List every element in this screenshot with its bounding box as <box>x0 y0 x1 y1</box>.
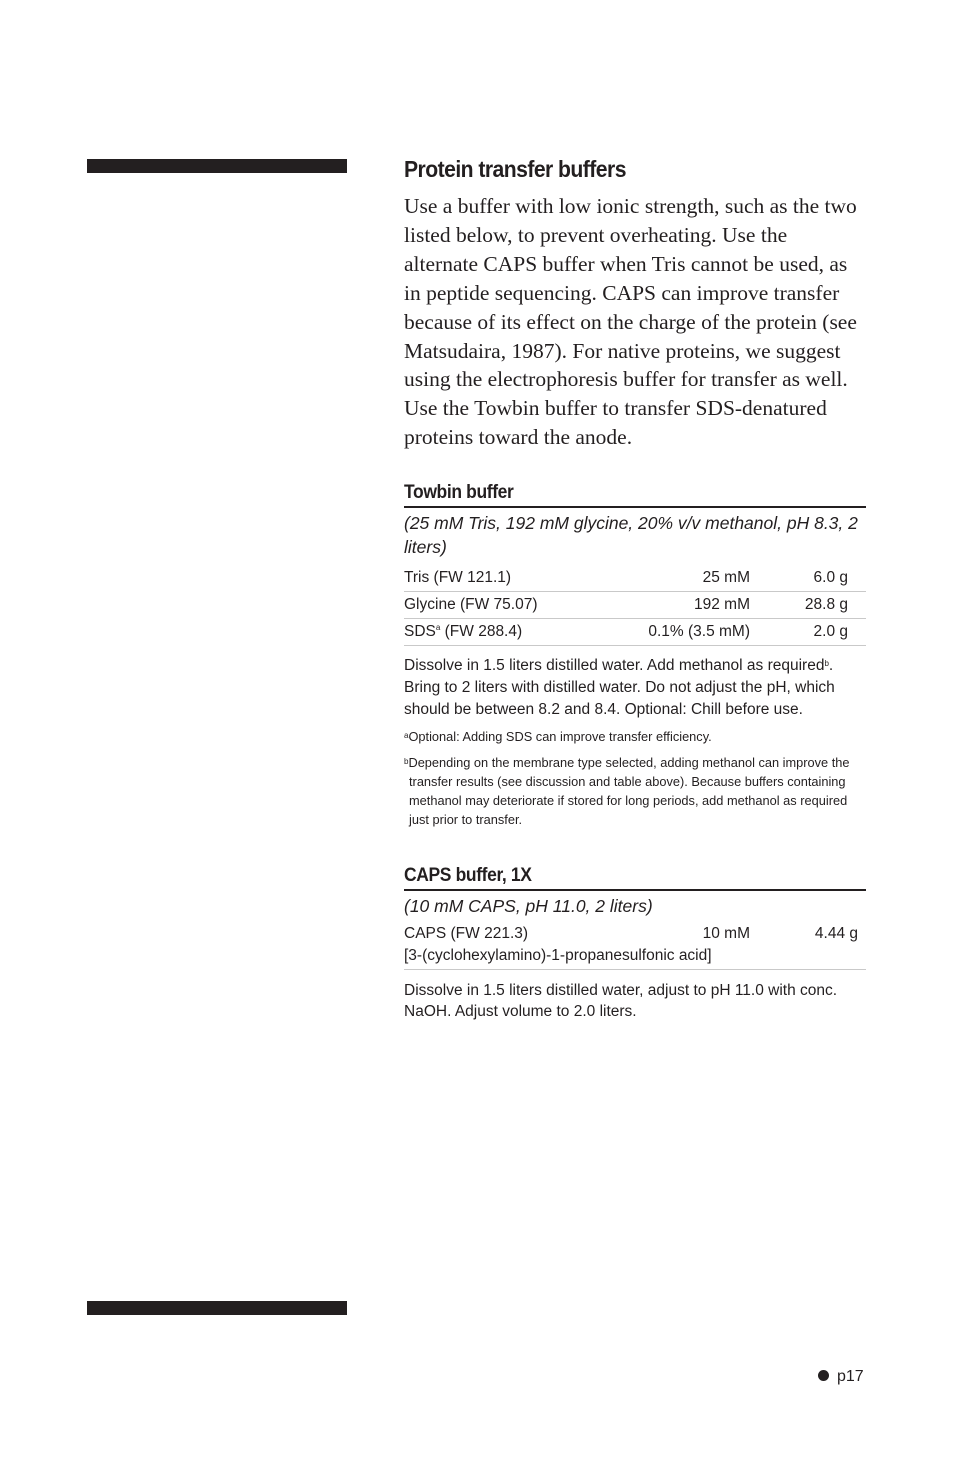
page-title: Protein transfer buffers <box>404 156 626 182</box>
reagent-concentration: 10 mM <box>702 924 750 942</box>
reagent-name: Tris (FW 121.1) <box>404 569 512 587</box>
caps-section <box>404 863 866 1023</box>
table-row <box>404 923 866 969</box>
reagent-name: Glycine (FW 75.07) <box>404 596 538 614</box>
reagent-concentration: 192 mM <box>694 596 750 614</box>
reagent-detail: [3-(cyclohexylamino)-1-propanesulfonic acid] <box>404 946 712 964</box>
reagent-amount: 2.0 g <box>813 623 848 641</box>
table-row <box>404 565 866 591</box>
towbin-heading-rule <box>404 506 866 508</box>
caps-subheading: (10 mM CAPS, pH 11.0, 2 liters) <box>404 895 653 916</box>
footnote-b: $^b$Depending on the membrane type selected, adding methanol can improve the transfer results (see discussion and table above). Because buffers containing methanol may deteriorate if stored for long periods, add methanol as required just prior to transfer. <box>404 754 850 828</box>
towbin-heading: Towbin buffer <box>404 482 514 504</box>
caps-heading: CAPS buffer, 1X <box>404 864 532 886</box>
reagent-name: SDS$^a$ (FW 288.4) <box>404 623 523 641</box>
main-content <box>404 152 866 1023</box>
caps-heading-rule <box>404 889 866 891</box>
page-number: p17 <box>818 1366 864 1388</box>
decorative-bar-bottom <box>87 1301 347 1315</box>
footnote-marker: a <box>435 623 441 633</box>
table-row <box>404 592 866 618</box>
row-divider <box>404 969 866 970</box>
reagent-concentration: 25 mM <box>702 569 750 587</box>
towbin-section <box>404 480 866 830</box>
decorative-bar-top <box>87 159 347 173</box>
intro-paragraph: Use a buffer with low ionic strength, such as the two listed below, to prevent overheating. Use the alternate CAPS buffer when Tris cannot be used, as in peptide sequencing. CAPS can improve transfer because of its effect on the charge of the protein (see Matsudaira, 1987). For native proteins, we suggest using the electrophoresis buffer for transfer as well. Use the Towbin buffer to transfer SDS-denatured proteins toward the anode. <box>404 194 857 450</box>
caps-instructions: Dissolve in 1.5 liters distilled water, adjust to pH 11.0 with conc. NaOH. Adjust volume to 2.0 liters. <box>404 981 838 1021</box>
bullet-icon <box>818 1370 829 1381</box>
towbin-subheading: (25 mM Tris, 192 mM glycine, 20% v/v methanol, pH 8.3, 2 liters) <box>404 513 858 558</box>
reagent-concentration: 0.1% (3.5 mM) <box>648 623 750 641</box>
reagent-amount: 4.44 g <box>814 924 858 942</box>
table-row <box>404 619 866 645</box>
reagent-amount: 28.8 g <box>804 596 848 614</box>
towbin-instructions: Dissolve in 1.5 liters distilled water. Add methanol as required$^b$. Bring to 2 liters with distilled water. Do not adjust the pH, which should be between 8.2 and 8.4. Optional: Chill before use. <box>404 657 835 718</box>
reagent-name: CAPS (FW 221.3) <box>404 924 529 942</box>
footnote-marker: b <box>824 659 829 669</box>
reagent-amount: 6.0 g <box>813 569 848 587</box>
footnote-a: $^a$Optional: Adding SDS can improve transfer efficiency. <box>404 729 712 745</box>
row-divider <box>404 645 866 646</box>
